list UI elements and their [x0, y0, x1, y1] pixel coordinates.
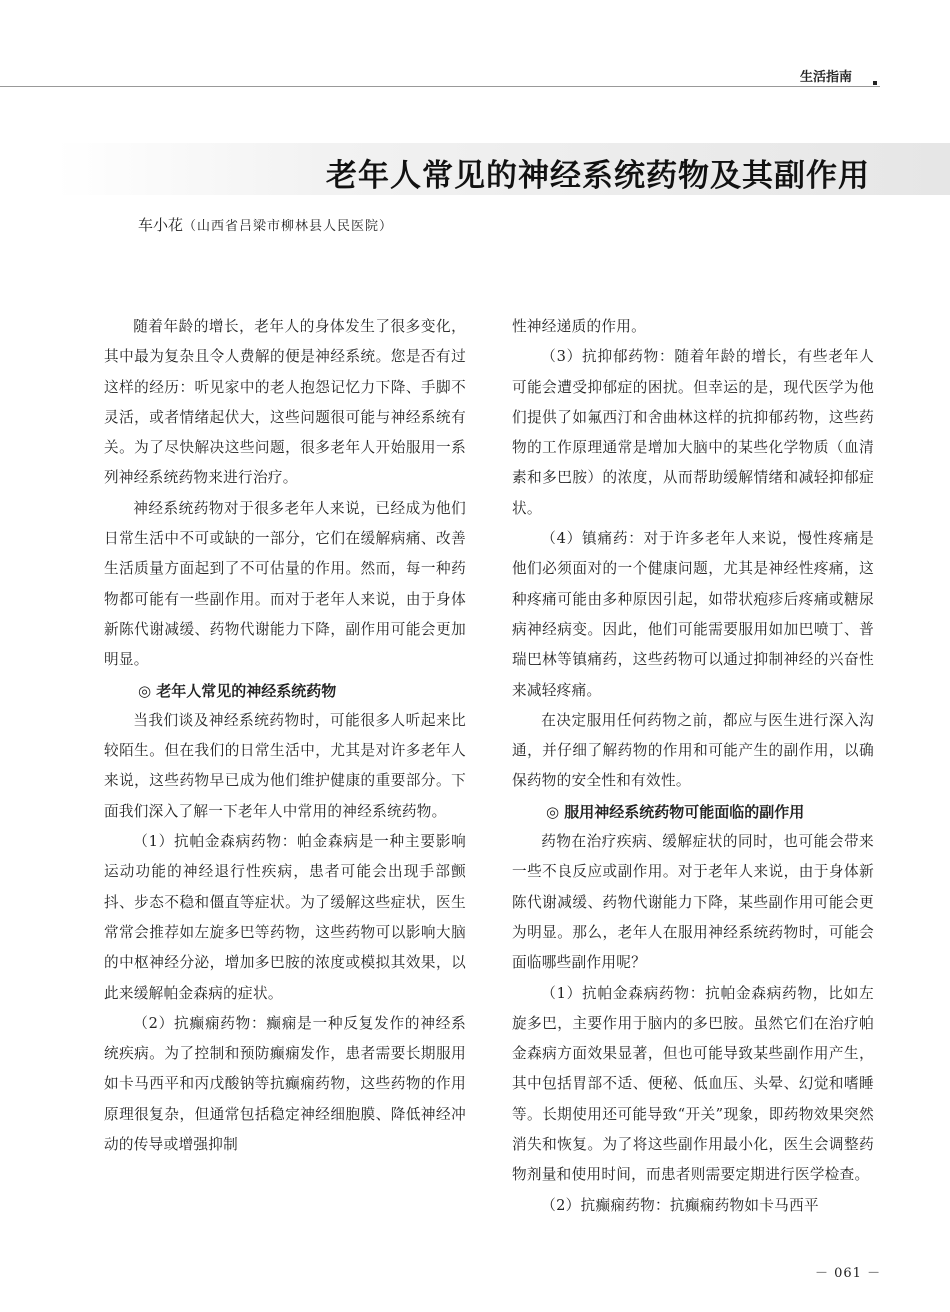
author-affiliation: （山西省吕梁市柳林县人民医院）: [183, 219, 394, 234]
left-column: [104, 312, 466, 1160]
paragraph: 药物在治疗疾病、缓解症状的同时，也可能会带来一些不良反应或副作用。对于老年人来说，由于身体新陈代谢减缓、药物代谢能力下降，某些副作用可能会更为明显。那么，老年人在服用神经系统药物时，可能会面临哪些副作用呢？: [512, 833, 874, 972]
paragraph: 在决定服用任何药物之前，都应与医生进行深入沟通，并仔细了解药物的作用和可能产生的副作用，以确保药物的安全性和有效性。: [512, 711, 874, 790]
paragraph: 随着年龄的增长，老年人的身体发生了很多变化，其中最为复杂且令人费解的便是神经系统。您是否有过这样的经历：听见家中的老人抱怨记忆力下降、手脚不灵活，或者情绪起伏大，这些问题很可能与神经系统有关。为了尽快解决这些问题，很多老年人开始服用一系列神经系统药物来进行治疗。: [104, 318, 466, 487]
author-name: 车小花: [138, 216, 184, 234]
paragraph: （3）抗抑郁药物：随着年龄的增长，有些老年人可能会遭受抑郁症的困扰。但幸运的是，现代医学为他们提供了如氟西汀和舍曲林这样的抗抑郁药物，这些药物的工作原理通常是增加大脑中的某些化学物质（血清素和多巴胺）的浓度，从而帮助缓解情绪和减轻抑郁症状。: [512, 348, 874, 517]
section-marker: [873, 81, 877, 85]
paragraph: 当我们谈及神经系统药物时，可能很多人听起来比较陌生。但在我们的日常生活中，尤其是对许多老年人来说，这些药物早已成为他们维护健康的重要部分。下面我们深入了解一下老年人中常用的神经系统药物。: [104, 711, 466, 820]
right-column: [512, 312, 874, 1221]
paragraph: （4）镇痛药：对于许多老年人来说，慢性疼痛是他们必须面对的一个健康问题，尤其是神经性疼痛，这种疼痛可能由多种原因引起，如带状疱疹后疼痛或糖尿病神经病变。因此，他们可能需要服用如加巴喷丁、普瑞巴林等镇痛药，这些药物可以通过抑制神经的兴奋性来减轻疼痛。: [512, 530, 874, 699]
header-rule: [0, 86, 880, 87]
section-tag: 生活指南: [800, 70, 853, 85]
section-heading: ◎ 服用神经系统药物可能面临的副作用: [546, 802, 805, 821]
paragraph: （1）抗帕金森病药物：抗帕金森病药物，比如左旋多巴，主要作用于脑内的多巴胺。虽然它们在治疗帕金森病方面效果显著，但也可能导致某些副作用产生，其中包括胃部不适、便秘、低血压、头晕、幻觉和嗜睡等。长期使用还可能导致“开关”现象，即药物效果突然消失和恢复。为了将这些副作用最小化，医生会调整药物剂量和使用时间，而患者则需要定期进行医学检查。: [512, 984, 874, 1184]
paragraph: （2）抗癫痫药物：抗癫痫药物如卡马西平: [541, 1196, 819, 1214]
page-number: － 061 －: [815, 1266, 882, 1281]
article-title: 老年人常见的神经系统药物及其副作用: [326, 158, 870, 194]
section-heading: ◎ 老年人常见的神经系统药物: [138, 681, 337, 700]
paragraph: （1）抗帕金森病药物：帕金森病是一种主要影响运动功能的神经退行性疾病，患者可能会出现手部颤抖、步态不稳和僵直等症状。为了缓解这些症状，医生常常会推荐如左旋多巴等药物，这些药物可以影响大脑的中枢神经分泌，增加多巴胺的浓度或模拟其效果，以此来缓解帕金森病的症状。: [104, 833, 466, 1002]
byline: [138, 214, 393, 235]
paragraph: 性神经递质的作用。: [512, 318, 647, 335]
paragraph: 神经系统药物对于很多老年人来说，已经成为他们日常生活中不可或缺的一部分，它们在缓解病痛、改善生活质量方面起到了不可估量的作用。然而，每一种药物都可能有一些副作用。而对于老年人来说，由于身体新陈代谢减缓、药物代谢能力下降，副作用可能会更加明显。: [104, 499, 466, 669]
paragraph: （2）抗癫痫药物：癫痫是一种反复发作的神经系统疾病。为了控制和预防癫痫发作，患者需要长期服用如卡马西平和丙戊酸钠等抗癫痫药物，这些药物的作用原理很复杂，但通常包括稳定神经细胞膜、降低神经冲动的传导或增强抑制: [104, 1014, 466, 1154]
